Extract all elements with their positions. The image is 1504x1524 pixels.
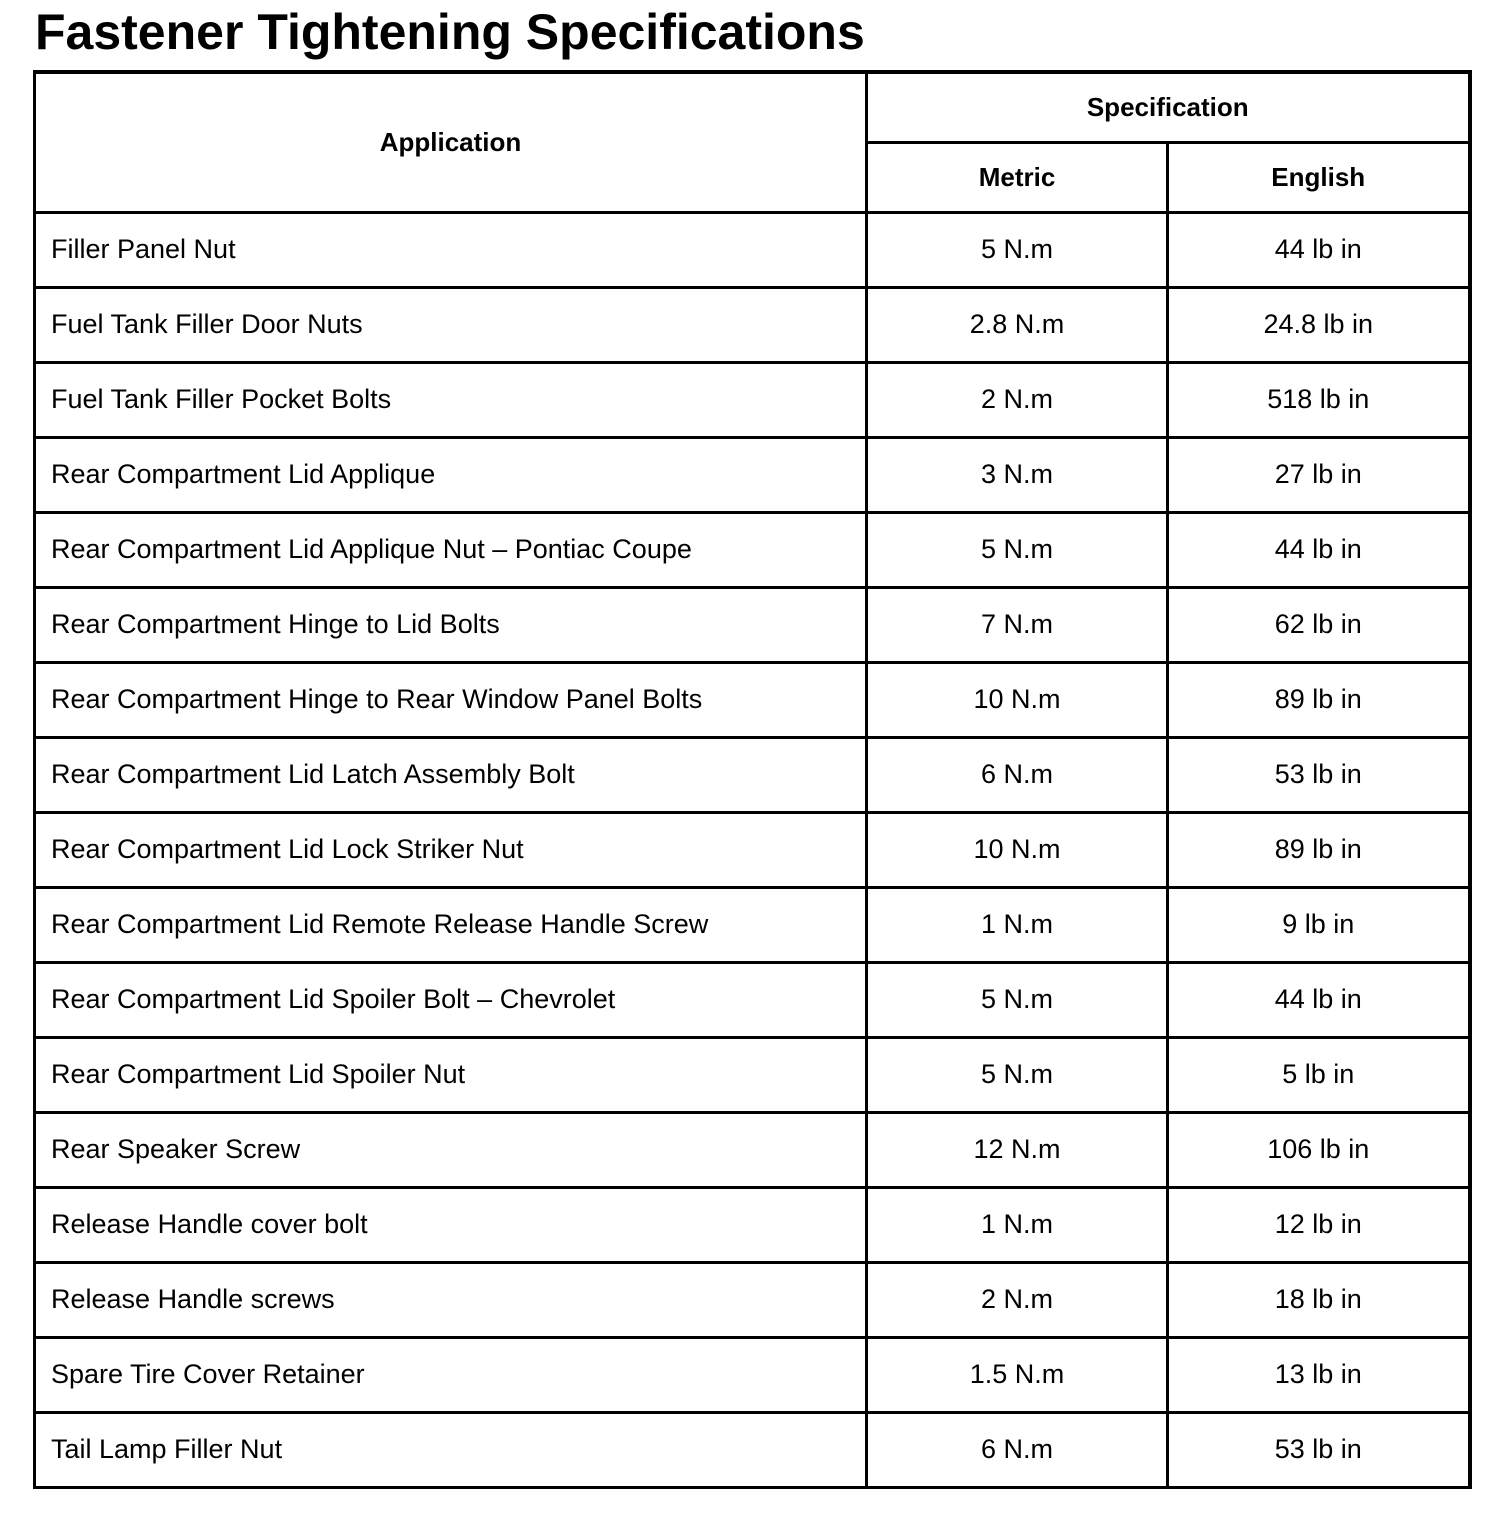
- english-value-cell: 106 lb in: [1168, 1112, 1470, 1187]
- fastener-spec-table: [33, 70, 1472, 1489]
- application-cell: Release Handle screws: [35, 1262, 867, 1337]
- table-row: [35, 662, 1470, 737]
- metric-value-cell: 6 N.m: [867, 1412, 1168, 1487]
- english-value-cell: 53 lb in: [1168, 737, 1470, 812]
- table-row: [35, 287, 1470, 362]
- application-cell: Rear Compartment Hinge to Lid Bolts: [35, 587, 867, 662]
- metric-value-cell: 10 N.m: [867, 812, 1168, 887]
- table-row: [35, 737, 1470, 812]
- metric-column-header: Metric: [867, 142, 1168, 212]
- english-column-header: English: [1168, 142, 1470, 212]
- table-row: [35, 887, 1470, 962]
- application-column-header: Application: [35, 72, 867, 212]
- metric-value-cell: 2 N.m: [867, 1262, 1168, 1337]
- table-row: [35, 362, 1470, 437]
- table-row: [35, 1037, 1470, 1112]
- application-cell: Tail Lamp Filler Nut: [35, 1412, 867, 1487]
- table-body: [35, 212, 1470, 1487]
- table-row: [35, 512, 1470, 587]
- table-row: [35, 212, 1470, 287]
- english-value-cell: 62 lb in: [1168, 587, 1470, 662]
- english-value-cell: 5 lb in: [1168, 1037, 1470, 1112]
- table-row: [35, 1412, 1470, 1487]
- english-value-cell: 518 lb in: [1168, 362, 1470, 437]
- application-cell: Rear Compartment Hinge to Rear Window Panel Bolts: [35, 662, 867, 737]
- application-cell: Rear Compartment Lid Applique Nut – Pontiac Coupe: [35, 512, 867, 587]
- application-cell: Rear Compartment Lid Spoiler Nut: [35, 1037, 867, 1112]
- table-row: [35, 1262, 1470, 1337]
- application-cell: Rear Compartment Lid Latch Assembly Bolt: [35, 737, 867, 812]
- english-value-cell: 53 lb in: [1168, 1412, 1470, 1487]
- metric-value-cell: 7 N.m: [867, 587, 1168, 662]
- metric-value-cell: 5 N.m: [867, 212, 1168, 287]
- application-cell: Rear Speaker Screw: [35, 1112, 867, 1187]
- table-row: [35, 1112, 1470, 1187]
- metric-value-cell: 1 N.m: [867, 1187, 1168, 1262]
- page-title: Fastener Tightening Specifications: [35, 4, 865, 60]
- table-row: [35, 812, 1470, 887]
- english-value-cell: 89 lb in: [1168, 662, 1470, 737]
- english-value-cell: 24.8 lb in: [1168, 287, 1470, 362]
- english-value-cell: 44 lb in: [1168, 212, 1470, 287]
- application-cell: Rear Compartment Lid Spoiler Bolt – Chevrolet: [35, 962, 867, 1037]
- metric-value-cell: 5 N.m: [867, 962, 1168, 1037]
- metric-value-cell: 2.8 N.m: [867, 287, 1168, 362]
- application-cell: Fuel Tank Filler Pocket Bolts: [35, 362, 867, 437]
- application-cell: Filler Panel Nut: [35, 212, 867, 287]
- english-value-cell: 44 lb in: [1168, 962, 1470, 1037]
- metric-value-cell: 3 N.m: [867, 437, 1168, 512]
- metric-value-cell: 12 N.m: [867, 1112, 1168, 1187]
- english-value-cell: 27 lb in: [1168, 437, 1470, 512]
- application-cell: Rear Compartment Lid Lock Striker Nut: [35, 812, 867, 887]
- application-cell: Fuel Tank Filler Door Nuts: [35, 287, 867, 362]
- metric-value-cell: 5 N.m: [867, 512, 1168, 587]
- table-row: [35, 1187, 1470, 1262]
- metric-value-cell: 1.5 N.m: [867, 1337, 1168, 1412]
- application-cell: Rear Compartment Lid Remote Release Handle Screw: [35, 887, 867, 962]
- metric-value-cell: 5 N.m: [867, 1037, 1168, 1112]
- metric-value-cell: 10 N.m: [867, 662, 1168, 737]
- english-value-cell: 44 lb in: [1168, 512, 1470, 587]
- english-value-cell: 12 lb in: [1168, 1187, 1470, 1262]
- table-row: [35, 962, 1470, 1037]
- application-cell: Spare Tire Cover Retainer: [35, 1337, 867, 1412]
- application-cell: Rear Compartment Lid Applique: [35, 437, 867, 512]
- table-row: [35, 1337, 1470, 1412]
- table-row: [35, 437, 1470, 512]
- specification-group-header: Specification: [867, 72, 1470, 142]
- english-value-cell: 9 lb in: [1168, 887, 1470, 962]
- metric-value-cell: 1 N.m: [867, 887, 1168, 962]
- english-value-cell: 13 lb in: [1168, 1337, 1470, 1412]
- english-value-cell: 18 lb in: [1168, 1262, 1470, 1337]
- table-header: [35, 72, 1470, 212]
- application-cell: Release Handle cover bolt: [35, 1187, 867, 1262]
- english-value-cell: 89 lb in: [1168, 812, 1470, 887]
- metric-value-cell: 2 N.m: [867, 362, 1168, 437]
- table-row: [35, 587, 1470, 662]
- metric-value-cell: 6 N.m: [867, 737, 1168, 812]
